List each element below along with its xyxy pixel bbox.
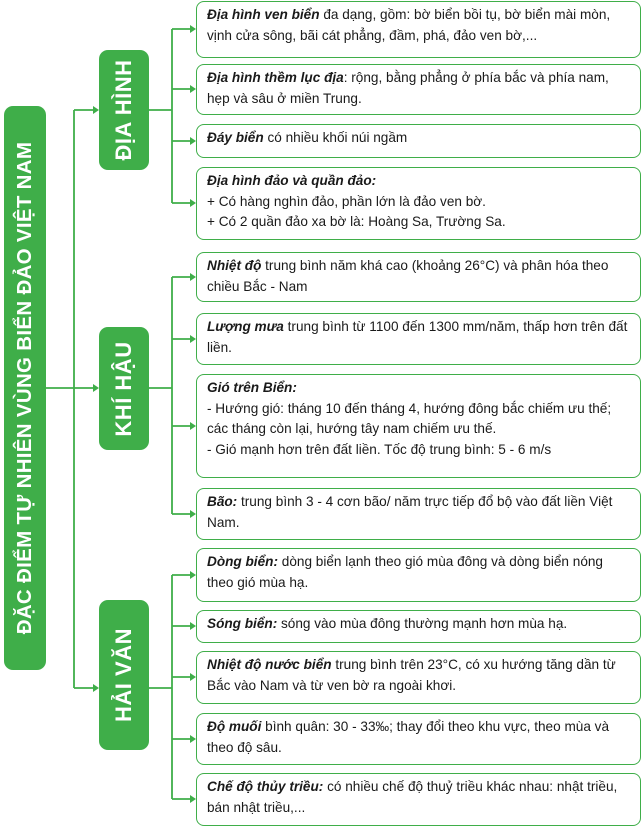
card-line: + Có hàng nghìn đảo, phần lớn là đảo ven bờ. [207, 193, 486, 209]
card-dia-hinh-ven-bien [196, 1, 641, 58]
card-text: trung bình trên 23°C, có xu hướng tăng dần từ Bắc vào Nam và từ ven bờ ra ngoài khơi. [207, 657, 616, 693]
card-lead: Đáy biển [207, 130, 264, 145]
category-hai-van [99, 600, 149, 750]
card-day-bien [196, 124, 641, 158]
card-lead: Chế độ thủy triều: [207, 779, 324, 794]
card-text: trung bình 3 - 4 cơn bão/ năm trực tiếp đổ bộ vào đất liền Việt Nam. [207, 494, 613, 530]
card-gio-tren-bien [196, 374, 641, 478]
card-text: : rộng, bằng phẳng ở phía bắc và phía nam, hẹp và sâu ở miền Trung. [207, 70, 609, 106]
category-label: HẢI VĂN [111, 628, 136, 722]
category-dia-hinh [99, 50, 149, 170]
card-text: có nhiều chế độ thuỷ triều khác nhau: nhật triều, bán nhật triều,... [207, 779, 618, 815]
card-lead: Độ muối [207, 719, 262, 734]
card-lead: Địa hình thềm lục địa [207, 70, 344, 85]
card-lead: Gió trên Biển: [207, 380, 297, 395]
card-lead: Bão: [207, 494, 238, 509]
card-nhiet-do-nuoc-bien [196, 651, 641, 704]
card-text: dòng biển lạnh theo gió mùa đông và dòng biển nóng theo gió mùa hạ. [207, 554, 603, 590]
card-text: trung bình năm khá cao (khoảng 26°C) và phân hóa theo chiều Bắc - Nam [207, 258, 609, 294]
card-song-bien [196, 610, 641, 643]
card-line: - Gió mạnh hơn trên đất liền. Tốc độ trung bình: 5 - 6 m/s [207, 441, 552, 457]
card-lead: Nhiệt độ [207, 258, 262, 273]
card-lead: Nhiệt độ nước biển [207, 657, 332, 672]
card-line: - Hướng gió: tháng 10 đến tháng 4, hướng đông bắc chiếm ưu thế; các tháng còn lại, hướng tây nam chiếm ưu thế. [207, 400, 612, 436]
card-do-muoi [196, 713, 641, 765]
card-lead: Lượng mưa [207, 319, 284, 334]
root-title: ĐẶC ĐIỂM TỰ NHIÊN VÙNG BIỂN ĐẢO VIỆT NAM [13, 141, 36, 635]
category-khi-hau [99, 327, 149, 450]
card-lead: Địa hình ven biển [207, 7, 320, 22]
card-text: bình quân: 30 - 33‰; thay đổi theo khu vực, theo mùa và theo độ sâu. [207, 719, 610, 755]
card-lead: Địa hình đảo và quần đảo: [207, 173, 377, 188]
card-text: đa dạng, gồm: bờ biển bồi tụ, bờ biển mài mòn, vịnh cửa sông, bãi cát phẳng, đầm, phá, đảo ven bờ,... [207, 7, 611, 43]
card-bao [196, 488, 641, 540]
card-dia-hinh-them-luc-dia [196, 64, 641, 115]
card-dia-hinh-dao [196, 167, 641, 240]
category-label: ĐỊA HÌNH [111, 59, 136, 161]
card-text: có nhiều khối núi ngầm [263, 130, 408, 145]
card-line: + Có 2 quần đảo xa bờ là: Hoàng Sa, Trường Sa. [207, 214, 506, 229]
category-label: KHÍ HẬU [111, 340, 136, 437]
card-dong-bien [196, 548, 641, 602]
card-nhiet-do [196, 252, 641, 302]
card-che-do-thuy-trieu [196, 773, 641, 826]
root-node [4, 106, 46, 670]
card-lead: Dòng biển: [207, 554, 278, 569]
card-text: trung bình từ 1100 đến 1300 mm/năm, thấp hơn trên đất liền. [207, 319, 628, 355]
card-lead: Sóng biển: [207, 616, 278, 631]
card-luong-mua [196, 313, 641, 365]
card-text: sóng vào mùa đông thường mạnh hơn mùa hạ. [277, 616, 568, 631]
